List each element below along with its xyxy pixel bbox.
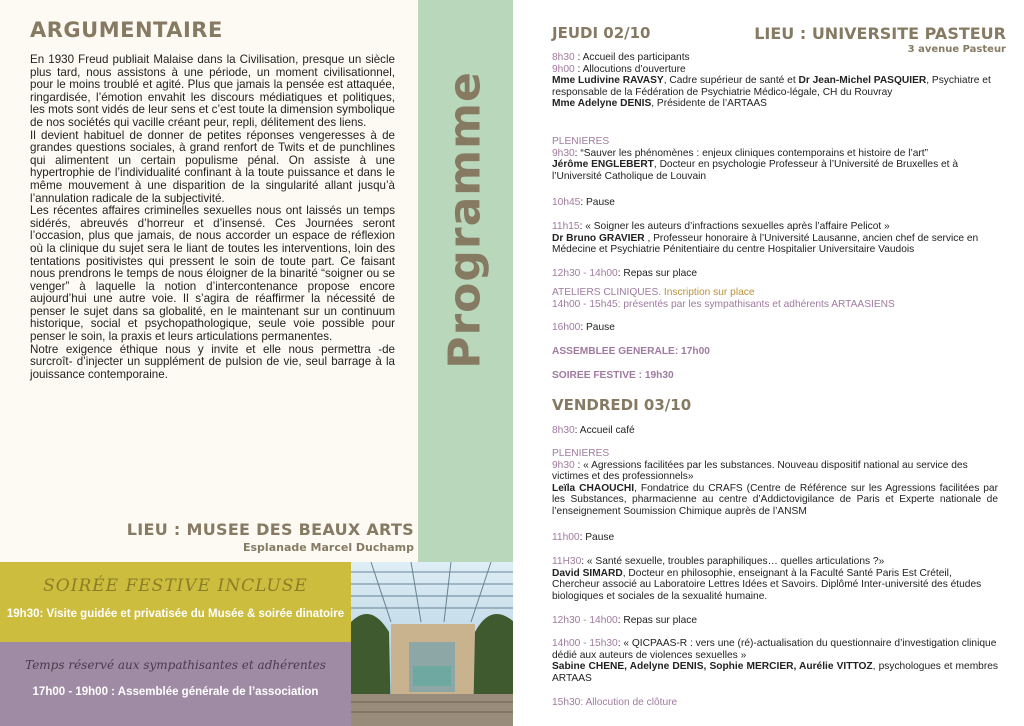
section-plenieres: PLENIERES [552,448,610,459]
venue-museum-address: Esplanade Marcel Duchamp [243,541,414,554]
jeudi-pause-1: 10h45: Pause [552,197,615,208]
venue-university [754,24,1006,55]
temps-band [0,642,351,726]
vendredi-session-3: 14h00 - 15h30: « QICPAAS-R : vers une (ré)-actualisation du questionnaire d’investigation clinique dédié aux auteurs de violences sexuelles » Sabine CHENE, Adelyne DENIS, Sophie MERCIER, Aurélie VITTOZ, psychologues et membres ARTAAS [552,638,999,684]
jeudi-ateliers: ATELIERS CLINIQUES. Inscription sur place 14h00 - 15h45: présentés par les sympathisants et adhérents ARTAASIENS [552,287,895,310]
jeudi-plenieres: PLENIERES 9h30: “Sauver les phénomènes : enjeux cliniques contemporains et histoire de l’art” Jérôme ENGLEBERT, Docteur en psychologie Professeur à l’Université de Bruxelles et à l’Université Catholique de Louvain [552,136,998,182]
vendredi-session-2: 11H30: « Santé sexuelle, troubles paraphiliques… quelles articulations ?» David SIMARD, Docteur en philosophie, enseignant à la Faculté Santé Paris Est Créteil, Chercheur associé au Laboratoire Lettres Idées et Savoirs. Diplômé Inter-université des études biologiques et sociales de la sexualité humaine. [552,556,982,602]
speaker-name: Leïla CHAOUCHI [552,482,635,494]
soiree-band [0,562,351,642]
vendredi-cloture: 15h30: Allocution de clôture [552,697,678,708]
museum-photo [351,562,514,726]
day-title-jeudi: JEUDI 02/10 [552,24,651,42]
vendredi-repas: 12h30 - 14h00: Repas sur place [552,615,697,626]
speaker-name: David SIMARD [552,567,623,579]
argumentaire-title: ARGUMENTAIRE [30,18,223,42]
day-title-vendredi: VENDREDI 03/10 [552,396,692,414]
temps-detail: 17h00 - 19h00 : Assemblée générale de l’association [32,686,319,698]
speaker-name: Jérôme ENGLEBERT [552,159,654,171]
jeudi-repas: 12h30 - 14h00: Repas sur place [552,268,697,279]
speaker-name: Dr Bruno GRAVIER [552,232,645,244]
argumentaire-paragraph: En 1930 Freud publiait Malaise dans la Civilisation, presque un siècle plus tard, nous assistons à une période, un moment civilisationnel, pour le moins troublé et agité. Plus que jamais la pensée est attaquée, ringardisée, l’émotion envahit les discours médiatiques et politiques, les mots sont vidés de leur sens et c’est toute la dimension symbolique de nos sociétés qui vacille créant peur, repli, délitement des liens. [30,53,395,129]
jeudi-opening: 8h30 : Accueil des participants 9h00 : Allocutions d’ouverture Mme Ludivine RAVASY, Cadre supérieur de santé et Dr Jean-Michel PASQUIER, Psychiatre et responsable de la Fédération de Psychiatrie Médico-légale, CH du Rouvray Mme Adelyne DENIS, Présidente de l’ARTAAS [552,52,991,110]
time: 9h00 [552,63,575,75]
speaker-name: Sabine CHENE, Adelyne DENIS, Sophie MERCIER, Aurélie VITTOZ [552,661,873,673]
speaker-name: Dr Jean-Michel PASQUIER [798,75,927,87]
vendredi-pause: 11h00: Pause [552,532,615,543]
argumentaire-paragraph: Il devient habituel de donner de petites réponses vengeresses à de grandes questions sociales, à grand renfort de Twits et de punchlines qui alimentent un certain populisme pénal. On assiste à une hypertrophie de l’individualité confinant à la toute puissance et dans le même mouvement à une disparition de la singularité allant jusqu’à l’annulation radicale de la subjectivité. [30,128,395,205]
venue-museum [14,520,414,554]
jeudi-pause-2: 16h00: Pause [552,322,615,333]
jeudi-session-2: 11h15: « Soigner les auteurs d’infractions sexuelles après l’affaire Pelicot » Dr Bruno GRAVIER , Professeur honoraire à l’Université Lausanne, ancien chef de service en Médecine et Psychiatrie Pénitentiaire du centre Hospitalier Universitaire Vaudois [552,221,979,256]
speaker-name: Mme Adelyne DENIS [552,98,652,110]
time: 8h30 [552,52,575,63]
venue-museum-title: LIEU : MUSEE DES BEAUX ARTS [126,520,414,539]
argumentaire-text [30,54,395,381]
venue-university-address: 3 avenue Pasteur [907,44,1006,55]
vendredi-accueil: 8h30: Accueil café [552,425,635,436]
temps-heading: Temps réservé aux sympathisantes et adhérentes [25,658,326,672]
venue-university-title: LIEU : UNIVERSITE PASTEUR [754,24,1006,43]
programme-vertical-title: Programme [439,71,491,369]
argumentaire-paragraph: Les récentes affaires criminelles sexuelles nous ont laissés un temps sidérés, abreuvés d’horreur et d’insensé. Ces Journées seront l’occasion, plus que jamais, de nous accorder un espace de réflexion où la clinique du sujet sera le liant de toutes les interventions, loin des tentations positivistes qui pressent le soin de toute part. Ce faisant nous prendrons le temps de nous éloigner de la binarité “soigner ou se venger” à laquelle la notion d’intercontenance propose encore aujourd’hui une autre voie. Il s’agira de réaffirmer la nécessité de penser le sujet dans sa globalité, en le maintenant sur un continuum historique, social et psychopathologique, seule voie possible pour penser le soin, la praxis et leurs articulations permanentes. [30,204,395,344]
argumentaire-paragraph: Notre exigence éthique nous y invite et elle nous permettra -de surcroît- d’injecter un supplément de pulsion de vie, seul barrage à la jouissance contemporaine. [30,342,395,381]
vendredi-plenieres: PLENIERES 9h30 : « Agressions facilitées par les substances. Nouveau dispositif national au service des victimes et des professionnels» Leïla CHAOUCHI, Fondatrice du CRAFS (Centre de Référence sur les Agressions facilitées par les Substances, pharmacienne au centre d’Addictovigilance de Paris et Experte nationale de l’enseignement Soumission Chimique auprès de l’ANSM [552,448,998,517]
jeudi-soiree: SOIREE FESTIVE : 19h30 [552,370,674,381]
jeudi-assemblee: ASSEMBLEE GENERALE: 17h00 [552,346,710,357]
soiree-detail: 19h30: Visite guidée et privatisée du Musée & soirée dinatoire [6,608,345,620]
soiree-heading: SOIRÉE FESTIVE INCLUSE [43,576,308,596]
section-plenieres: PLENIERES [552,136,610,147]
speaker-name: Mme Ludivine RAVASY [552,75,664,87]
